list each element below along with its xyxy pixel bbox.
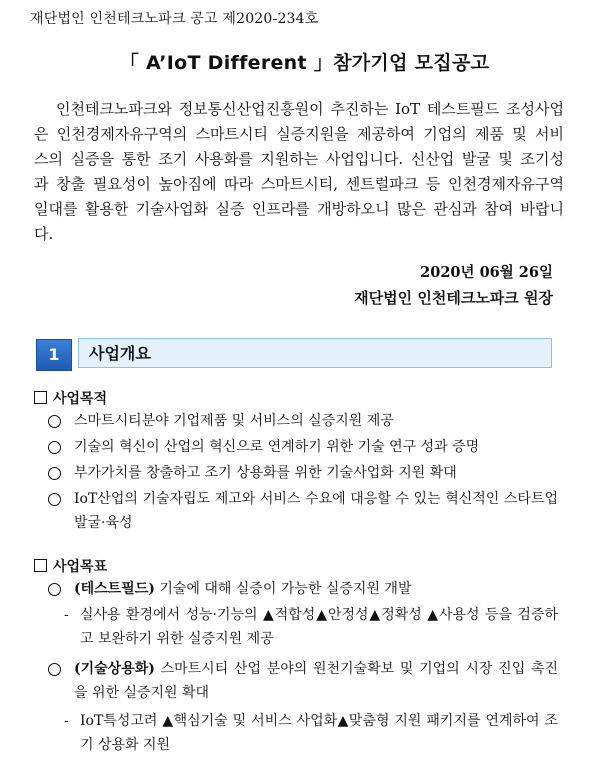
purpose-heading: [34, 388, 107, 408]
circle-bullet-icon: [48, 493, 61, 506]
dash-bullet: -: [64, 607, 69, 623]
goal-item-label: (테스트필드): [74, 581, 155, 597]
purpose-item-text: IoT산업의 기술자립도 제고와 서비스 수요에 대응할 수 있는 혁신적인 스타트업 발굴·육성: [74, 491, 558, 531]
dash-bullet: -: [64, 713, 69, 729]
circle-bullet-icon: [48, 441, 61, 454]
notice-number: 재단법인 인천테크노파크 공고 제2020-234호: [30, 11, 319, 27]
intro-paragraph: 인천테크노파크와 정보통신산업진흥원이 추진하는 IoT 테스트필드 조성사업은 인천경제자유구역의 스마트시티 실증지원을 제공하여 기업의 제품 및 서비스의 실증을 통한 조기 사용화를 지원하는 사업입니다. 신산업 발굴 및 조기성과 창출 필요성이 높아짐에 따라 스마트시티, 센트럴파크 등 인천경제자유구역 일대를 활용한 기술사업화 실증 인프라를 개방하오니 많은 관심과 참여 바랍니다.: [34, 100, 564, 243]
purpose-heading-label: 사업목적: [53, 391, 108, 407]
notice-date: 2020년 06월 26일: [420, 264, 553, 281]
goals-heading-label: 사업목표: [53, 559, 108, 575]
section-header: [36, 338, 552, 370]
goal-sub-item: [64, 709, 558, 757]
organization-signature: 재단법인 인천테크노파크 원장: [354, 289, 553, 307]
circle-bullet-icon: [48, 583, 61, 596]
goal-item: [48, 577, 558, 601]
circle-bullet-icon: [48, 467, 61, 480]
purpose-item: [48, 409, 558, 433]
section-number-badge: 1: [36, 339, 72, 371]
goals-heading: [34, 556, 107, 576]
purpose-item-text: 부가가치를 창출하고 조기 상용화를 위한 기술사업화 지원 확대: [74, 465, 457, 481]
purpose-item-text: 기술의 혁신이 산업의 혁신으로 연계하기 위한 기술 연구 성과 증명: [74, 439, 480, 455]
goal-sub-item-text: 실사용 환경에서 성능·기능의 ▲적합성▲안정성▲정확성 ▲사용성 등을 검증하고 보완하기 위한 실증지원 제공: [80, 607, 558, 647]
purpose-item: [48, 461, 558, 485]
purpose-item: [48, 487, 558, 535]
goal-sub-item: [64, 603, 558, 651]
goal-item-text: 기술에 대해 실증이 가능한 실증지원 개발: [154, 581, 412, 597]
page-title: 「 A’IoT Different 」참가기업 모집공고: [119, 52, 490, 74]
square-bullet-icon: [34, 559, 47, 572]
purpose-item-text: 스마트시티분야 기업제품 및 서비스의 실증지원 제공: [74, 413, 394, 429]
square-bullet-icon: [34, 391, 47, 404]
circle-bullet-icon: [48, 415, 61, 428]
purpose-item: [48, 435, 558, 459]
section-title: 사업개요: [78, 338, 552, 368]
goal-item-label: (기술상용화): [74, 661, 155, 677]
goal-item-text: 스마트시티 산업 분야의 원천기술확보 및 기업의 시장 진입 촉진을 위한 실증지원 확대: [74, 661, 558, 701]
goal-sub-item-text: IoT특성고려 ▲핵심기술 및 서비스 사업화▲맞춤형 지원 패키지를 연계하여 조기 상용화 지원: [80, 713, 558, 753]
goal-item: [48, 657, 558, 705]
circle-bullet-icon: [48, 663, 61, 676]
